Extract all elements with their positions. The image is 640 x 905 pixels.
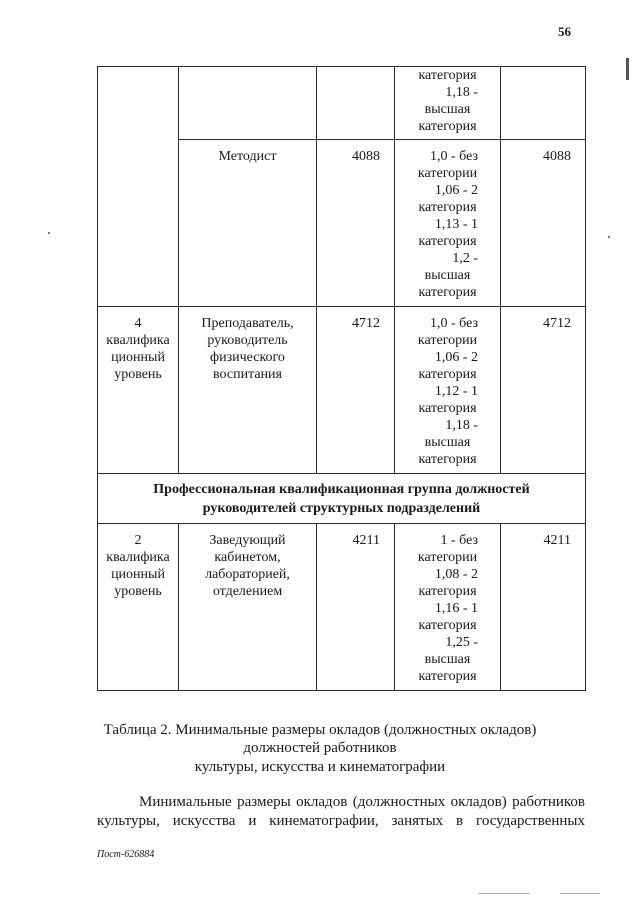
salary-table [97,66,586,691]
salary-end-cell: 4088 [501,140,586,307]
coef-line: высшая [424,102,471,117]
scan-speck [608,236,610,238]
level-cell [98,67,179,307]
table-row [98,524,586,691]
coef-line: высшая [424,268,471,283]
coef-line: категория [418,367,477,382]
coefficient-cell [395,524,501,691]
position-line: отделением [212,584,283,599]
table-caption-line-1: Таблица 2. Минимальные размеры окладов (должностных окладов) [103,722,537,738]
salary-cell [317,67,395,140]
position-cell [179,307,317,474]
level-line: ционный [111,350,165,365]
position-cell [179,524,317,691]
coef-line: категория [418,401,477,416]
coef-line: 1,0 - без [429,149,478,164]
position-line: лабораторией, [205,567,290,582]
position-line: Методист [218,149,277,164]
level-line: квалифика [106,550,170,565]
coef-line: высшая [424,435,471,450]
salary-end-cell: 4712 [501,307,586,474]
coef-line: 1,16 - 1 [434,601,478,616]
scan-edge-mark [626,58,629,80]
level-cell [98,307,179,474]
section-header-row [98,474,586,524]
coef-line: категория [418,234,477,249]
section-header [98,474,586,524]
coef-line: категория [418,200,477,215]
coefficient-cell [395,140,501,307]
position-line: Преподаватель, [201,316,294,331]
table-caption-line-2: должностей работников [243,740,397,756]
coef-line: категории [417,166,478,181]
salary-cell: 4211 [317,524,395,691]
position-line: Заведующий [209,533,286,548]
coefficient-cell [395,307,501,474]
scan-rule [478,893,530,894]
position-cell [179,67,317,140]
scan-rule [560,893,600,894]
coef-line: 1,25 - [445,635,478,650]
position-cell [179,140,317,307]
salary-cell: 4712 [317,307,395,474]
coef-line: 1,06 - 2 [434,350,478,365]
coef-line: категория [418,452,477,467]
coef-line: 1,18 - [445,85,478,100]
coef-line: высшая [424,652,471,667]
coef-line: 1,0 - без [429,316,478,331]
section-header-line: руководителей структурных подразделений [202,501,481,516]
coef-line: категории [417,550,478,565]
level-line: 2 [134,533,142,548]
coef-line: категория [418,68,477,83]
document-code: Пост-626884 [97,849,155,860]
coef-line: категория [418,618,477,633]
coefficient-cell [395,67,501,140]
coef-line: 1,12 - 1 [434,384,478,399]
level-cell [98,524,179,691]
paragraph-line-1: Минимальные размеры окладов (должностных окладов) работников [139,794,585,810]
salary-end-cell [501,67,586,140]
coef-line: 1,06 - 2 [434,183,478,198]
coef-line: 1 - без [440,533,478,548]
page-number: 56 [558,24,571,39]
level-line: уровень [114,367,162,382]
position-line: руководитель [207,333,288,348]
level-line: квалифика [106,333,170,348]
position-line: воспитания [213,367,282,382]
level-line: уровень [114,584,162,599]
section-header-line: Профессиональная квалификационная группа должностей [153,482,530,497]
coef-line: категории [417,333,478,348]
position-line: кабинетом, [214,550,281,565]
coef-line: 1,2 - [452,251,478,266]
coef-line: категория [418,584,477,599]
scan-speck [48,232,50,234]
coef-line: категория [418,669,477,684]
table-row [98,67,586,140]
salary-end-cell: 4211 [501,524,586,691]
level-line: ционный [111,567,165,582]
table-row [98,307,586,474]
coef-line: категория [418,119,477,134]
coef-line: категория [418,285,477,300]
coef-line: 1,18 - [445,418,478,433]
coef-line: 1,13 - 1 [434,217,478,232]
position-line: физического [210,350,285,365]
level-line: 4 [134,316,142,331]
table-caption-line-3: культуры, искусства и кинематографии [194,759,446,775]
salary-cell: 4088 [317,140,395,307]
coef-line: 1,08 - 2 [434,567,478,582]
paragraph-line-2: культуры, искусства и кинематографии, занятых в государственных [97,813,585,829]
